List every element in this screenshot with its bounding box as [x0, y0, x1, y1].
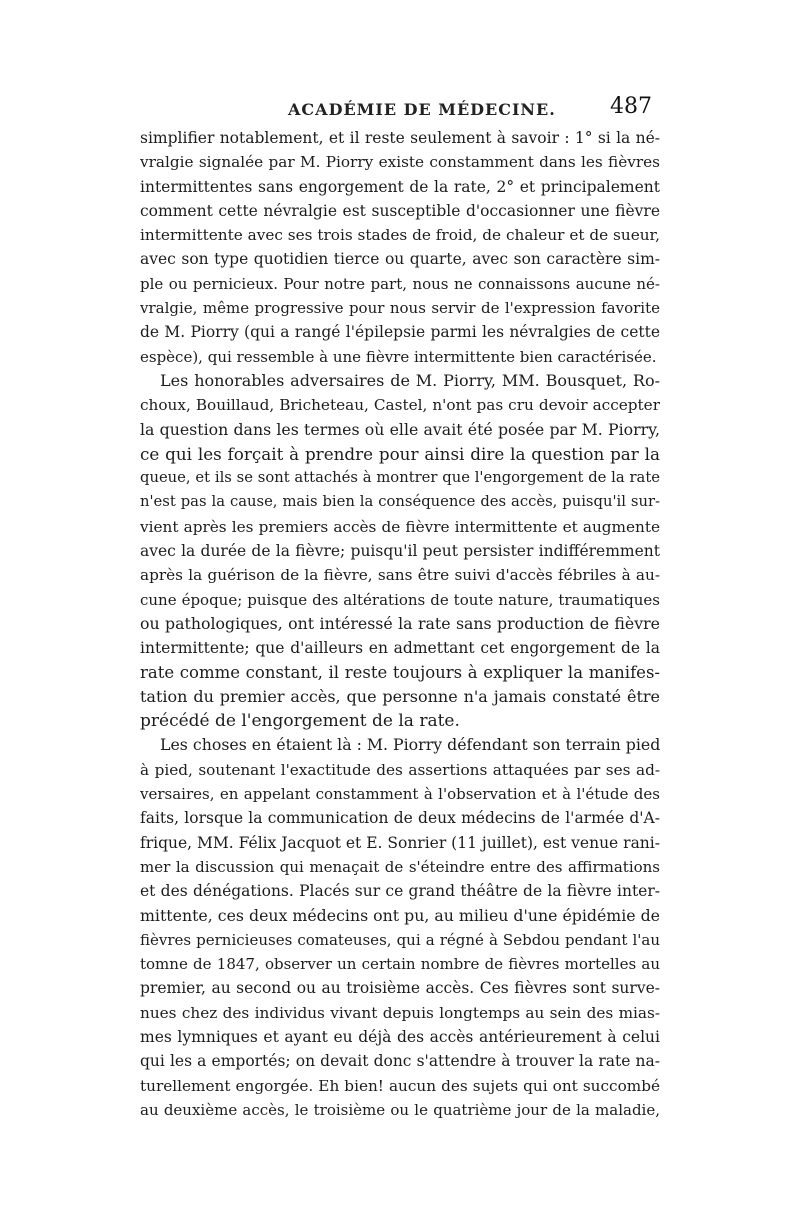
text-line: queue, et ils se sont attachés à montrer que l'engorgement de la rate — [140, 469, 660, 487]
text-line: choux, Bouillaud, Bricheteau, Castel, n'ont pas cru devoir accepter — [140, 396, 660, 415]
text-line: versaires, en appelant constamment à l'observation et à l'étude des — [140, 785, 660, 804]
text-line: ou pathologiques, ont intéressé la rate sans production de fièvre — [140, 613, 660, 633]
text-line: Les honorables adversaires de M. Piorry, MM. Bousquet, Ro- — [160, 370, 660, 390]
text-line: comment cette névralgie est susceptible d'occasionner une fièvre — [140, 201, 660, 220]
text-line: à pied, soutenant l'exactitude des assertions attaquées par ses ad- — [140, 760, 660, 779]
text-line: vient après les premiers accès de fièvre intermittente et augmente — [140, 517, 660, 536]
text-line: et des dénégations. Placés sur ce grand théâtre de la fièvre inter- — [140, 882, 660, 901]
text-line: faits, lorsque la communication de deux médecins de l'armée d'A- — [140, 809, 660, 828]
text-line: avec la durée de la fièvre; puisqu'il peut persister indifféremment — [140, 542, 660, 561]
text-line: simplifier notablement, et il reste seulement à savoir : 1° si la né- — [140, 129, 660, 147]
text-line: tation du premier accès, que personne n'a jamais constaté être — [140, 686, 660, 706]
text-line: vralgie signalée par M. Piorry existe constamment dans les fièvres — [140, 153, 660, 172]
text-line: vralgie, même progressive pour nous servir de l'expression favorite — [140, 299, 660, 318]
text-line: mittente, ces deux médecins ont pu, au milieu d'une épidémie de — [140, 905, 660, 925]
text-line: ple ou pernicieux. Pour notre part, nous ne connaissons aucune né- — [140, 274, 660, 293]
text-line: après la guérison de la fièvre, sans être suivi d'accès fébriles à au- — [140, 566, 660, 585]
text-line: ce qui les forçait à prendre pour ainsi dire la question par la — [140, 443, 660, 464]
text-line: Les choses en étaient là : M. Piorry défendant son terrain pied — [160, 735, 660, 755]
text-line: la question dans les termes où elle avait été posée par M. Piorry, — [140, 419, 660, 439]
body-text — [140, 126, 660, 1122]
running-head — [140, 92, 660, 126]
text-line: précédé de l'engorgement de la rate. — [140, 711, 460, 732]
text-line: rate comme constant, il reste toujours à expliquer la manifes- — [140, 662, 660, 682]
text-line: avec son type quotidien tierce ou quarte, avec son caractère sim- — [140, 250, 660, 269]
text-line: mer la discussion qui menaçait de s'éteindre entre des affirmations — [140, 857, 660, 876]
page-number: 487 — [610, 94, 652, 119]
text-line: fièvres pernicieuses comateuses, qui a régné à Sebdou pendant l'au — [140, 930, 660, 949]
text-line: turellement engorgée. Eh bien! aucun des sujets qui ont succombé — [140, 1076, 660, 1095]
text-line: mes lymniques et ayant eu déjà des accès antérieurement à celui — [140, 1027, 660, 1046]
text-line: cune époque; puisque des altérations de toute nature, traumatiques — [140, 590, 660, 609]
text-line: n'est pas la cause, mais bien la conséquence des accès, puisqu'il sur- — [140, 493, 660, 511]
text-line: tomne de 1847, observer un certain nombre de fièvres mortelles au — [140, 955, 660, 974]
text-line: intermittentes sans engorgement de la rate, 2° et principalement — [140, 177, 660, 196]
text-line: intermittente; que d'ailleurs en admettant cet engorgement de la — [140, 639, 660, 658]
text-line: nues chez des individus vivant depuis longtemps au sein des mias- — [140, 1003, 660, 1022]
running-title: ACADÉMIE DE MÉDECINE. — [288, 100, 556, 119]
text-line: de M. Piorry (qui a rangé l'épilepsie parmi les névralgies de cette — [140, 323, 660, 342]
text-line: premier, au second ou au troisième accès. Ces fièvres sont surve- — [140, 979, 660, 998]
text-line: espèce), qui ressemble à une fièvre intermittente bien caractérisée. — [140, 347, 657, 366]
text-line: qui les a emportés; on devait donc s'attendre à trouver la rate na- — [140, 1052, 660, 1071]
text-line: frique, MM. Félix Jacquot et E. Sonrier (11 juillet), est venue rani- — [140, 833, 660, 852]
text-line: intermittente avec ses trois stades de froid, de chaleur et de sueur, — [140, 226, 660, 245]
text-line: au deuxième accès, le troisième ou le quatrième jour de la maladie, — [140, 1100, 660, 1119]
